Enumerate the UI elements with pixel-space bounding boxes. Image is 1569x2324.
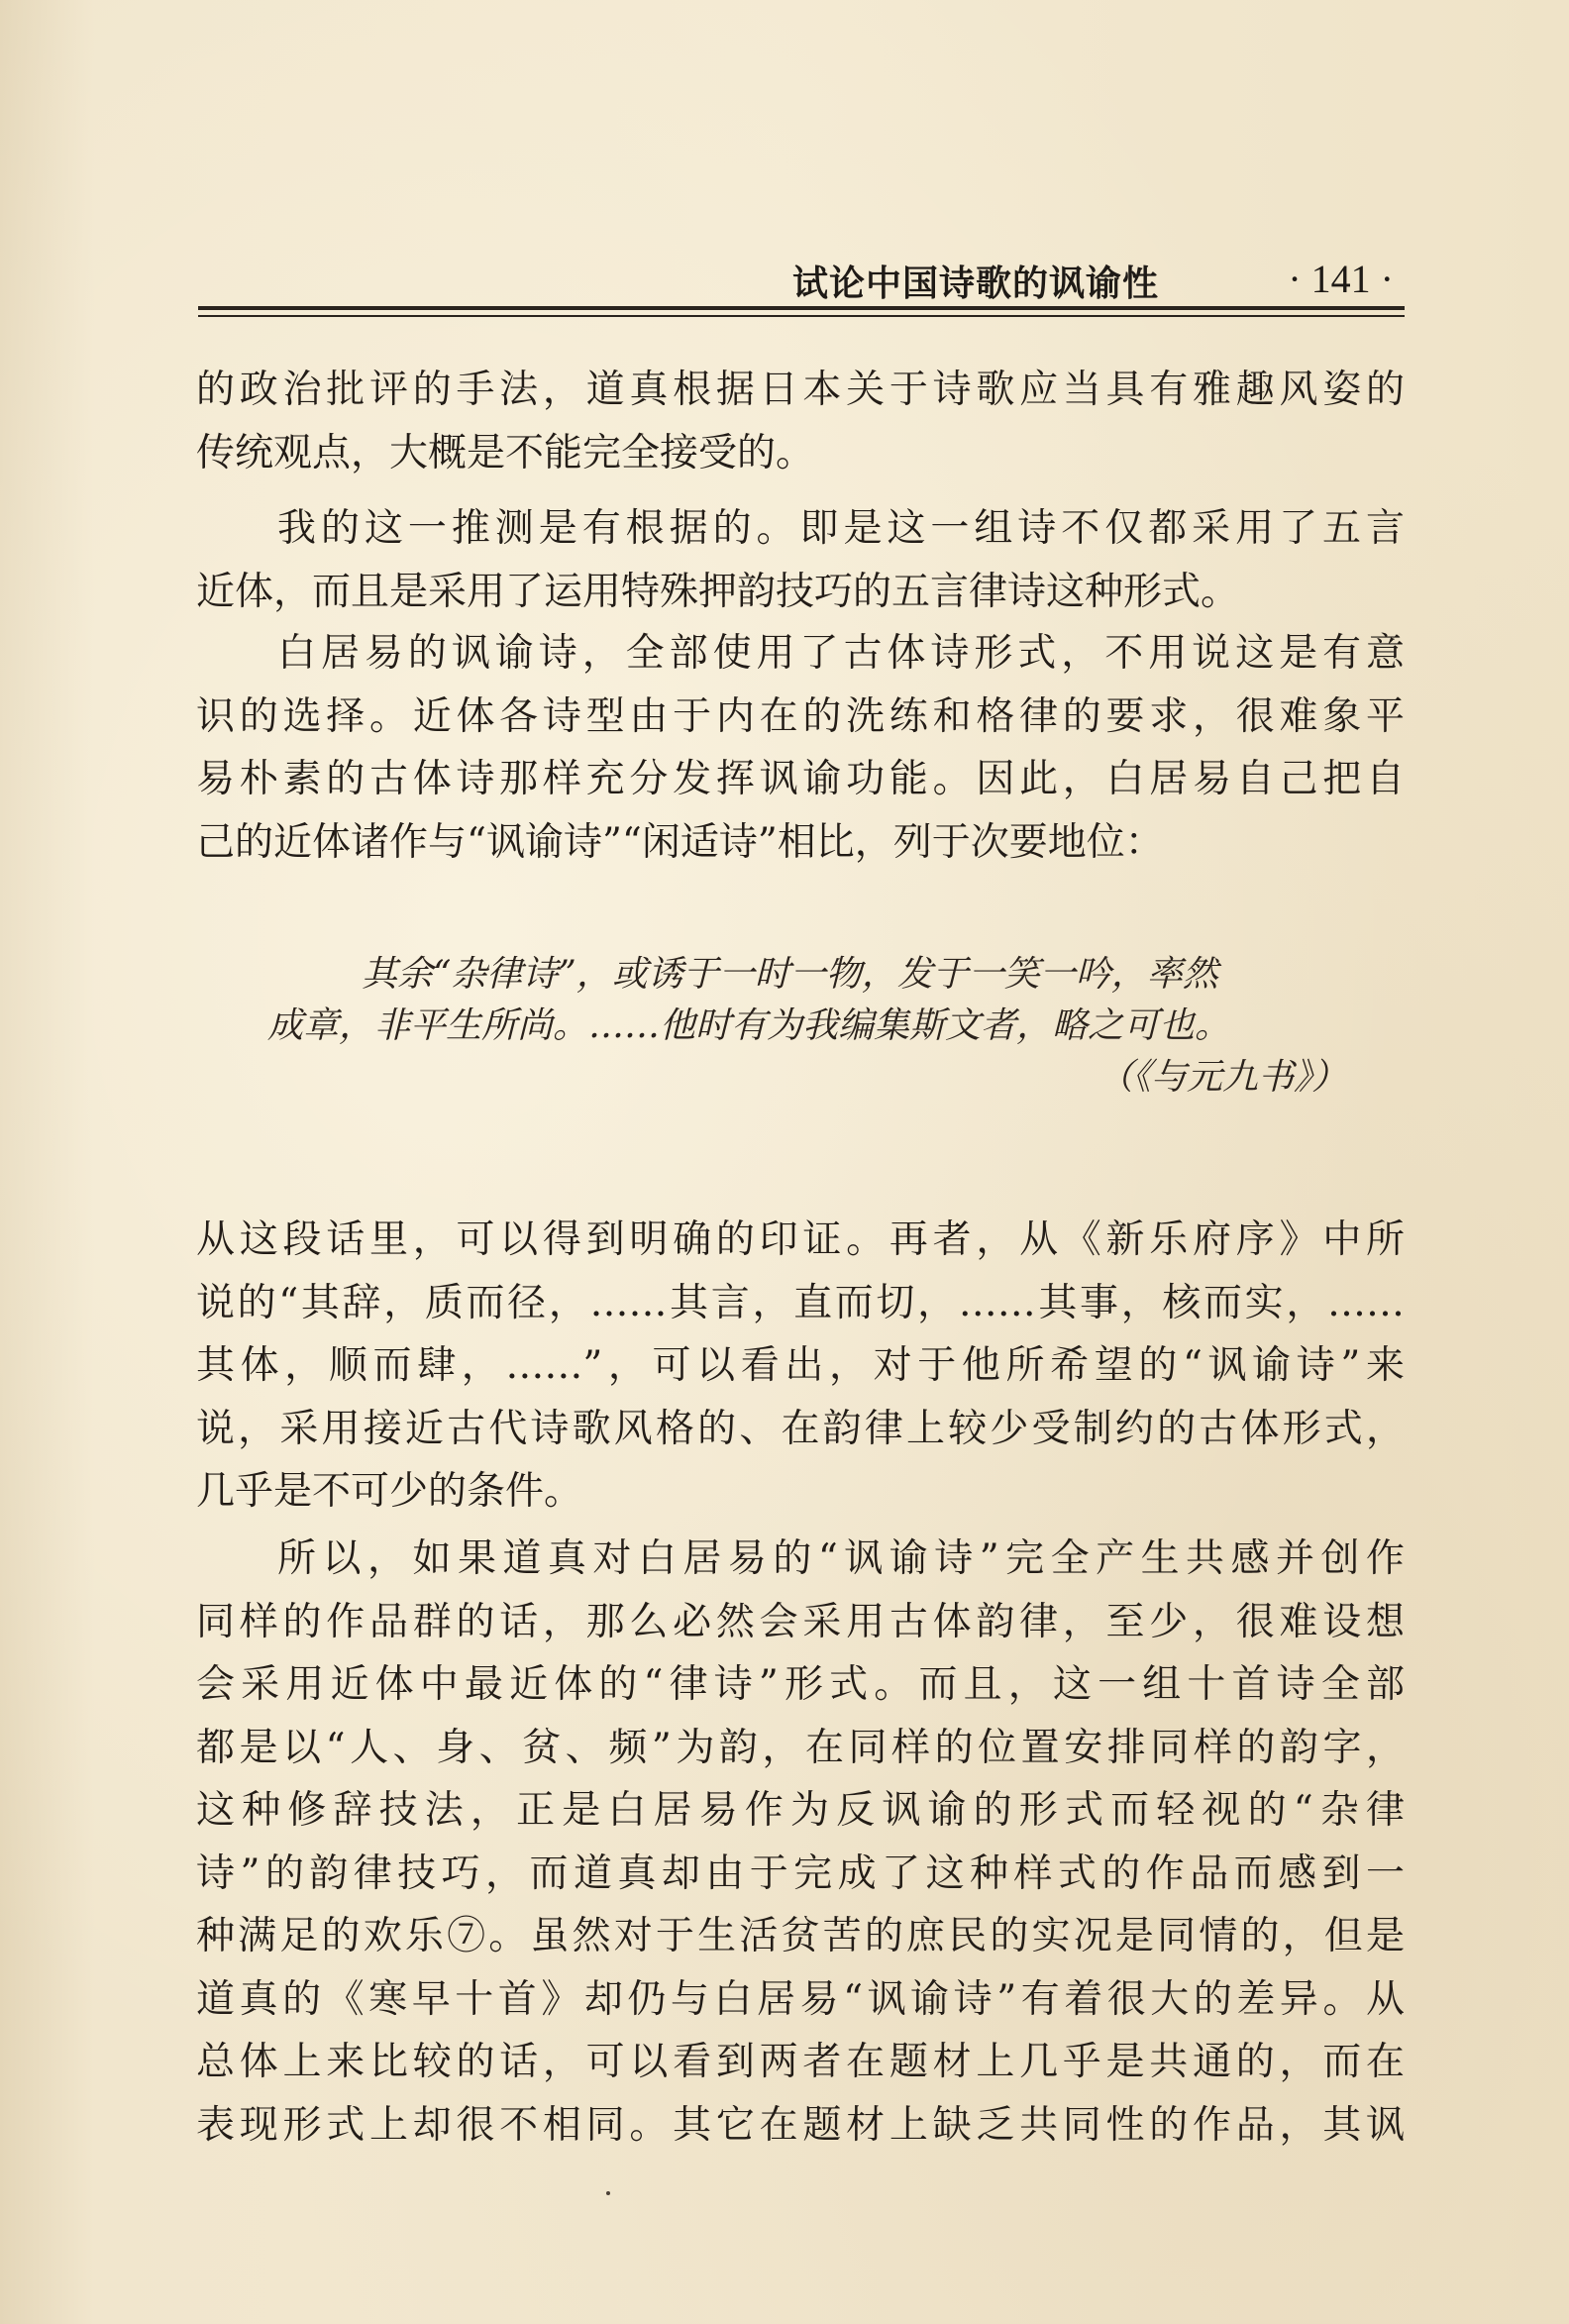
paragraph-2 (196, 497, 1405, 623)
paragraph-line: 我的这一推测是有根据的。即是这一组诗不仅都采用了五言 (277, 506, 1405, 551)
paragraph-line: 其体，顺而肆，……”，可以看出，对于他所希望的“讽谕诗”来 (196, 1343, 1405, 1388)
paragraph-line: 的政治批评的手法，道真根据日本关于诗歌应当具有雅趣风姿的 (196, 368, 1405, 412)
paragraph-line: 诗”的韵律技巧，而道真却由于完成了这种样式的作品而感到一 (196, 1850, 1405, 1896)
quote-line: 成章，非平生所尚。……他时有为我编集斯文者，略之可也。 (267, 1005, 1231, 1046)
paragraph-line: 说，采用接近古代诗歌风格的、在韵律上较少受制约的古体形式， (196, 1406, 1405, 1451)
paragraph-line: 传统观点，大概是不能完全接受的。 (196, 430, 815, 475)
page-number: · 141 · (1288, 257, 1394, 301)
paragraph-line: 己的近体诸作与“讽谕诗”“闲适诗”相比，列于次要地位： (196, 819, 1164, 865)
paragraph-1 (196, 359, 1405, 484)
paragraph-line: 都是以“人、身、贫、频”为韵，在同样的位置安排同样的韵字， (196, 1725, 1405, 1770)
header-title: 试论中国诗歌的讽谕性 (792, 264, 1160, 304)
block-quote (267, 949, 1387, 1104)
paper-speck (606, 2191, 610, 2195)
paragraph-line: 总体上来比较的话，可以看到两者在题材上几乎是共通的，而在 (196, 2040, 1405, 2084)
paragraph-line: 识的选择。近体各诗型由于内在的洗练和格律的要求，很难象平 (196, 693, 1405, 739)
paragraph-line: 会采用近体中最近体的“律诗”形式。而且，这一组十首诗全部 (196, 1662, 1405, 1707)
paragraph-line: 道真的《寒早十首》却仍与白居易“讽谕诗”有着很大的差异。从 (196, 1976, 1405, 2022)
paragraph-line: 同样的作品群的话，那么必然会采用古体韵律，至少，很难设想 (196, 1599, 1405, 1644)
paragraph-line: 几乎是不可少的条件。 (196, 1469, 583, 1514)
paragraph-line: 易朴素的古体诗那样充分发挥讽谕功能。因此，白居易自己把自 (196, 757, 1405, 801)
paragraph-line: 说的“其辞，质而径，……其言，直而切，……其事，核而实，…… (196, 1280, 1405, 1325)
paragraph-line: 表现形式上却很不相同。其它在题材上缺乏共同性的作品，其讽 (196, 2102, 1405, 2148)
running-header (198, 256, 1402, 305)
paragraph-line: 从这段话里，可以得到明确的印证。再者，从《新乐府序》中所 (196, 1217, 1405, 1262)
paragraph-line: 白居易的讽谕诗，全部使用了古体诗形式，不用说这是有意 (277, 631, 1405, 676)
quote-line: 其余“杂律诗”，或诱于一时一物，发于一笑一吟，率然 (362, 954, 1218, 995)
header-rule-thin (198, 315, 1405, 317)
paragraph-line: 所以，如果道真对白居易的“讽谕诗”完全产生共感并创作 (277, 1536, 1405, 1581)
paragraph-line: 近体，而且是采用了运用特殊押韵技巧的五言律诗这种形式。 (196, 569, 1240, 614)
paragraph-3 (196, 622, 1405, 874)
paragraph-line: 种满足的欢乐⑦。虽然对于生活贫苦的庶民的实况是同情的，但是 (196, 1914, 1405, 1958)
paragraph-4 (196, 1209, 1405, 1524)
quote-source: （《与元九书》） (1097, 1057, 1347, 1098)
paragraph-5 (196, 1528, 1405, 2157)
paragraph-line: 这种修辞技法，正是白居易作为反讽谕的形式而轻视的“杂律 (196, 1788, 1405, 1833)
header-rule-thick (198, 306, 1405, 310)
